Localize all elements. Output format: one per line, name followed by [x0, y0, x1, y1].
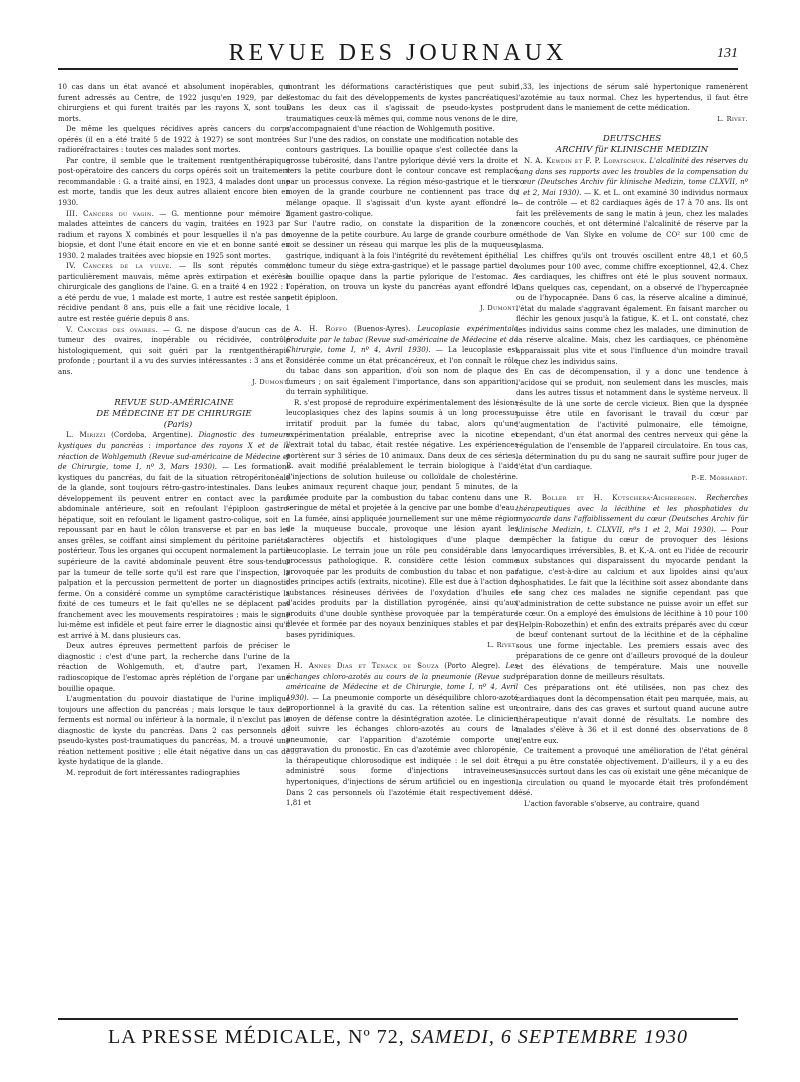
paragraph: Sur l'autre radio, on constate la disparition de la zone moyenne de la petite courbure. Au large de grande courbure on voit se dessiner un réseau qui marque les plis de la muqueuse gastrique, indiquant à la fois l'intégrité du revêtement épithélial (donc tumeur du siège extra-gastrique) et le passage partiel de la bouillie opaque dans la partie pylorique de l'estomac. A l'opération, on trouva un kyste du pancréas ayant effondré le petit épiploon. [286, 219, 518, 302]
signature [516, 114, 748, 125]
paragraph-text: — K. et L. ont examiné 30 individus normaux — de contrôle — et 82 cardiaques âgés de 17 à 70 ans. Ils ont fait les prélèvements de sang le matin à jeun, chez les malades encore couchés, et ont déterminé l'alcalinité de réserve par la méthode de Van Slyke en volume de CO² sur 100 cmc de plasma. [516, 187, 748, 250]
issue-number: Nº 72, [348, 1026, 405, 1048]
paragraph: L'augmentation du pouvoir diastatique de l'urine implique toujours une affection du pancréas ; mais lorsque le taux des ferments est normal ou inférieur à la normale, il n'exclut pas le diagnostic de kyste du pancréas. Dans 2 cas personnels de pseudo-kystes post-traumatiques du pancréas, M. a trouvé une réation nettement positive ; elle était négative dans un cas de kyste hydatique de la glande. [58, 694, 290, 767]
paragraph-text: — G. ne dispose d'aucun cas de tumeur des ovaires, inopérable ou récidivée, contrôlé histologiquement, qui soit guéri par la rœntgenthérapie profonde ; pourtant il a vu des survies intéressantes : 3 ans et 7 ans. [58, 324, 290, 376]
article-author: H. Annes Dias et Tenack de Souza [294, 660, 439, 670]
paragraph-text: — Ils sont réputés comme particulièrement mauvais, même après extirpation et exérèse chirurgicale des ganglions de l'aine. G. en a traité 4 en 1922 : 1 a été perdu de vue, 1 malade est morte, 1 autre est restée sans récidive pendant 8 ans, puis elle a fait une récidive locale, 1 autre est restée guérie depuis 8 ans. [58, 261, 290, 324]
column-1 [58, 82, 290, 778]
subsection-heading: III. Cancers du vagin. [66, 208, 155, 218]
paragraph-text: — Les formations kystiques du pancréas, du fait de la situation rétropéritonéale de la glande, sont toujours rétro-gastro-intestinales. Dans leur développement ils peuvent entrer en contact avec la paroi abdominale antérieure, soit en refoulant l'épiploon gastro-hépatique, soit en refoulant le ligament gastro-colique, soit en repoussant par en haut le côlon transverse et par en bas les anses grêles, se coiffant ainsi simplement du péritoine pariétal postérieur. Tous les organes qui occupent normalement la partie supérieure de la cavité abdominale peuvent être sous-tendus par la tumeur de telle sorte qu'il est rare que l'inspection, la palpation et la percussion permettent de porter un diagnostic ferme. On a considéré comme un symptôme caractéristique la fixité de ces tumeurs et le fait qu'elles ne se déplacent pas franchement avec les mouvements respiratoires ; mais le signe lui-même est infidèle et peut faire errer le diagnostic ainsi qu'il est arrivé à M. dans plusieurs cas. [58, 462, 290, 640]
paragraph [58, 261, 290, 324]
paragraph-text: — G. mentionne pour mémoire 2 malades atteintes de cancers du vagin, traitées en 1923 par radium et rayons X combinés et pour lesquelles il n'a pas de biopsie, et dont l'une était encore en vie et en bonne santé en 1930. 2 malades traitées avec biopsie en 1925 sont mortes. [58, 208, 290, 260]
article-entry [286, 661, 518, 809]
paragraph: En cas de décompensation, il y a donc une tendence à l'acidose qui se produit, non seulement dans les muscles, mais dans les autres tissus et notamment dans le système nerveux. Il résulte de là une sorte de cercle vicieux. Bien que la dyspnée puisse être utile en favorisant le travail du cœur par l'augmentation de l'activité pulmonaire, elle témoigne, cependant, d'un état anormal des centres nerveux qui gêne la régulation de l'ensemble de l'appareil circulatoire. En tous cas, la détermination du pu du sang ne saurait suffire pour juger de l'état d'un cardiaque. [516, 367, 748, 472]
section-title-line: ARCHIV für KLINISCHE MEDIZIN [555, 145, 709, 156]
running-title: REVUE DES JOURNAUX [228, 40, 568, 66]
paragraph: M. reproduit de fort intéressantes radiographies [66, 767, 240, 777]
footer-line [58, 1026, 738, 1049]
paragraph: La fumée, ainsi appliquée journellement sur une même région de la muqueuse buccale, provoque une lésion ayant les caractères objectifs et histologiques d'une plaque de leucoplasie. Le terrain joue un rôle peu considérable dans le processus pathologique. R. considère cette lésion comme provoquée par les produits de combustion du tabac et non par des principes actifs (extraits, nicotine). Elle est due à l'action de substances résineuses dérivées de l'oxydation d'huiles et d'acides produits par la distillation pyrogénée, ainsi qu'aux produits d'une double synthèse provoquée par la température élevée et formée par des noyaux benziniques stables et par des bases pyridiniques. [286, 513, 518, 639]
paragraph-text: — La leucoplasie est considérée comme un état précancéreux, et l'on connaît le rôle du tabac dans son apparition, d'où son nom de plaque des fumeurs ; on sait également l'importance, dans son apparition, du terrain syphilitique. [286, 345, 518, 397]
paragraph [58, 209, 290, 262]
article-entry [516, 493, 748, 683]
article-title: Les échanges chloro-azotés au cours de la pneumonie [286, 660, 518, 681]
section-title-line: REVUE SUD-AMÉRICAINE [114, 397, 234, 408]
article-place: (Cordoba, Argentine). [105, 430, 199, 440]
paragraph [58, 325, 290, 378]
article-reference: (Revue sud-américaine de Médecine et de Chirurgie, tome I, nº 4, Avril 1930). [286, 334, 518, 355]
paragraph: De même les quelques récidives après cancers du corps opérés (il en a été traité 5 de 1922 à 1927) se sont montrées radioréfractaires : toutes ces malades sont mortes. [58, 124, 290, 155]
paragraph: Deux autres épreuves permettent parfois de préciser le diagnostic : c'est d'une part, la recherche dans l'urine de la réaction de Wohlgemuth, et, d'autre part, l'examen radioscopique de l'estomac après réplétion de l'organe par une bouillie opaque. [58, 641, 290, 693]
article-author: R. Boller et H. Kutschera-Aichbergen. [524, 493, 697, 503]
article-author: A. H. Roffo [294, 324, 348, 334]
signature-text: L. Rivet. [717, 114, 748, 123]
paragraph: Par contre, il semble que le traitement rœntgenthérapique post-opératoire des cancers du corps opérés soit un traitement recommandable : G. a traité ainsi, en 1923, 4 malades dont une est morte, tandis que les deux autres allaient encore bien en 1930. [58, 155, 290, 208]
article-reference: (Deutsches Archiv für klinische Medizin, tome CLXVII, nº 1 et 2, Mai 1930). [516, 177, 748, 197]
subsection-heading: V. Cancers des ovaires. [66, 324, 159, 334]
paragraph: montrant les déformations caractéristiques que peut subir l'estomac du fait des développements de kystes pancréatiques. Dans les deux cas il s'agissait de pseudo-kystes post-traumatiques ceux-là mêmes qui, comme nous venons de le dire, s'accompagnaient d'une réaction de Wohlgemuth positive. [286, 82, 518, 134]
paragraph: Les chiffres qu'ils ont trouvés oscillent entre 48,1 et 60,5 volumes pour 100 avec, comme chiffre exceptionnel, 42,4. Chez les cardiaques, les chiffres ont été le plus souvent normaux. Dans quelques cas, cependant, on a observé de l'hypercapnée ou de l'hypocapnée. Dans 6 cas, la réserve alcaline a diminué, l'état du malade s'aggravant également. En faisant marcher ou fléchir les genoux jusqu'à la fatigue, K. et L. ont constaté, chez les individus sains comme chez les malades, une diminution de la réserve alcaline. Mais, chez les cardiaques, ce phénomène apparaissait plus vite et sous l'influence d'un moindre travail que chez les individus sains. [516, 251, 748, 366]
journal-section-place: (Paris) [163, 419, 193, 430]
article-reference: (Revue sud-américaine de Médecine et de Chirurgie, tome I, nº 4, Avril 1930). [286, 671, 518, 702]
signature [58, 377, 290, 388]
article-place: (Porto Alegre). [438, 660, 506, 670]
article-title: L'alcalinité des réserves du sang dans ses rapports avec les troubles de la compensation du cœur [516, 156, 749, 187]
article-author: L. Mirizzi [66, 430, 106, 440]
paragraph: Ces préparations ont été utilisées, non pas chez des cardiaques dont la décompensation était peu marquée, mais, au contraire, dans des cas graves et surtout quand aucune autre thérapeutique n'avait donné de résultats. Le nombre des malades s'élève à 36 et il est donné des observations de 8 d'entre eux. [516, 682, 748, 745]
signature-text: P.-E. Morhardt. [691, 473, 748, 482]
section-title-line: DE MÉDECINE ET DE CHIRURGIE [96, 408, 252, 419]
article-title: Recherches thérapeutiques avec la lécithine et les phosphatides du myocarde dans l'affaiblissement du cœur [516, 493, 748, 524]
paragraph: 10 cas dans un état avancé et absolument inopérables, qui furent adressés au Centre, de 1922 jusqu'en 1929, par des chirurgiens et qui furent traités par les rayons X, sont tous morts. [58, 82, 290, 123]
paragraph: 1,33, les injections de sérum salé hypertonique ramenèrent l'azotémie au taux normal. Chez les hypertendus, il faut être prudent dans le maniement de cette médication. [516, 82, 748, 113]
page-header [58, 36, 738, 70]
signature [286, 640, 518, 651]
journal-name: LA PRESSE MÉDICALE, [108, 1026, 343, 1048]
issue-date: SAMEDI, 6 SEPTEMBRE 1930 [410, 1026, 688, 1048]
article-entry [516, 156, 748, 251]
article-title: Leucoplasie expérimentale produite par le tabac [286, 324, 519, 344]
page-number: 131 [717, 46, 738, 61]
column-3 [516, 82, 748, 810]
paragraph: Ce traitement a provoqué une amélioration de l'état général qui a pu être constatée objectivement. D'ailleurs, il y a eu des insuccès surtout dans les cas où existait une gêne mécanique de la circulation ou quand le myocarde était très profondément lésé. [516, 746, 748, 798]
signature [516, 473, 748, 484]
article-title: Diagnostic des tumeurs kystiques du pancréas : importance des rayons X et de la réaction de Wohlgemuth [58, 430, 291, 461]
paragraph-text: — La pneumonie comporte un déséquilibre chloro-azoté proportionnel à la gravité du cas. La rétention saline est un moyen de défense contre la désintégration azotée. Le clinicien doit suivre les échanges chloro-azotés au cours de la pneumonie, car l'apparition d'azotémie comporte une aggravation du pronostic. En cas d'azotémie avec chloropénie, la thérapeutique chlorosodique est indiquée : le sel doit être administré sous forme d'injections intraveineuses, hypertoniques, d'injections de sérum artificiel ou en ingestion. Dans 2 cas personnels où l'azotémie était respectivement de 1,81 et [286, 692, 518, 808]
page-footer [58, 1018, 738, 1050]
article-author: N. A. Kewdin et F. P. Lopatschuk. [524, 156, 647, 166]
paragraph: R. s'est proposé de reproduire expérimentalement des lésions leucoplasiques chez des lapins soumis à un long processus irritatif produit par la fumée du tabac, alors qu'une expérimentation préalable, entreprise avec la nicotine et l'extrait total du tabac, était restée négative. Les expériences portèrent sur 3 séries de 10 animaux. Dans deux de ces séries, R. avait modifié préalablement le terrain biologique à l'aide d'injections de solution huileuse ou colloïdale de cholestérine. Les animaux reçurent chaque jour, pendant 5 minutes, de la fumée produite par la combustion du tabac contenu dans une seringue de métal et projetée à la gencive par une bombe d'eau. [286, 397, 518, 513]
signature-text: J. Dumont. [252, 378, 290, 387]
article-entry [58, 430, 290, 641]
paragraph: Sur l'une des radios, on constate une modification notable des contours gastriques. La bouillie opaque s'est collectée dans la grosse tubérosité, dans l'antre pylorique dévié vers la droite et vers la petite courbure dont le contour concave est remplacé par un processus convexe. La région méso-gastrique et le tiers moyen de la grande courbure ne contiennent pas trace du mélange opaque. Il s'agissait d'un kyste ayant effondré le ligament gastro-colique. [286, 134, 518, 218]
article-reference: (Revue sud-américaine de Médecine et de Chirurgie, tome I, nº 3, Mars 1930). [58, 451, 290, 472]
article-entry [286, 324, 518, 398]
signature-text: L. Rivet. [487, 641, 518, 650]
column-2 [286, 82, 518, 809]
section-title-line: DEUTSCHES [602, 134, 662, 145]
signature [286, 303, 518, 314]
journal-section-title [58, 398, 290, 420]
article-reference: (Deutsches Archiv für klinische Medizin, t. CLXVII, nºs 1 et 2, Mai 1930). [516, 514, 748, 534]
article-place: (Buenos-Ayres). [347, 324, 418, 334]
paragraph-text: — Pour empêcher la fatigue du cœur de provoquer des lésions myocardiques irréversibles, B. et K.-A. ont eu l'idée de recourir aux substances qui disparaissent du myocarde pendant la fatigue, c'est-à-dire au calcium et aux lipoïdes ainsi qu'aux phosphatides. Le fait que la lécithine soit assez abondante dans le sang chez ces malades ne signifie cependant pas que l'administration de cette substance ne puisse avoir un effet sur le cœur. On a employé des émulsions de lécithine à 10 pour 100 (Helpin-Robozethin) et enfin des extraits préparés avec du cœur de bœuf contenant surtout de la lécithine et de la céphaline sous une forme injectable. Les premiers essais avec des préparations de ce genre ont d'ailleurs provoqué de la douleur et des élévations de température. Mais une nouvelle préparation donne de meilleurs résultats. [516, 524, 748, 682]
journal-section-title [516, 134, 748, 156]
paragraph: L'action favorable s'observe, au contraire, quand [524, 799, 700, 808]
signature-text: J. Dumont. [480, 304, 518, 313]
subsection-heading: IV. Cancers de la vulve. [66, 261, 173, 271]
